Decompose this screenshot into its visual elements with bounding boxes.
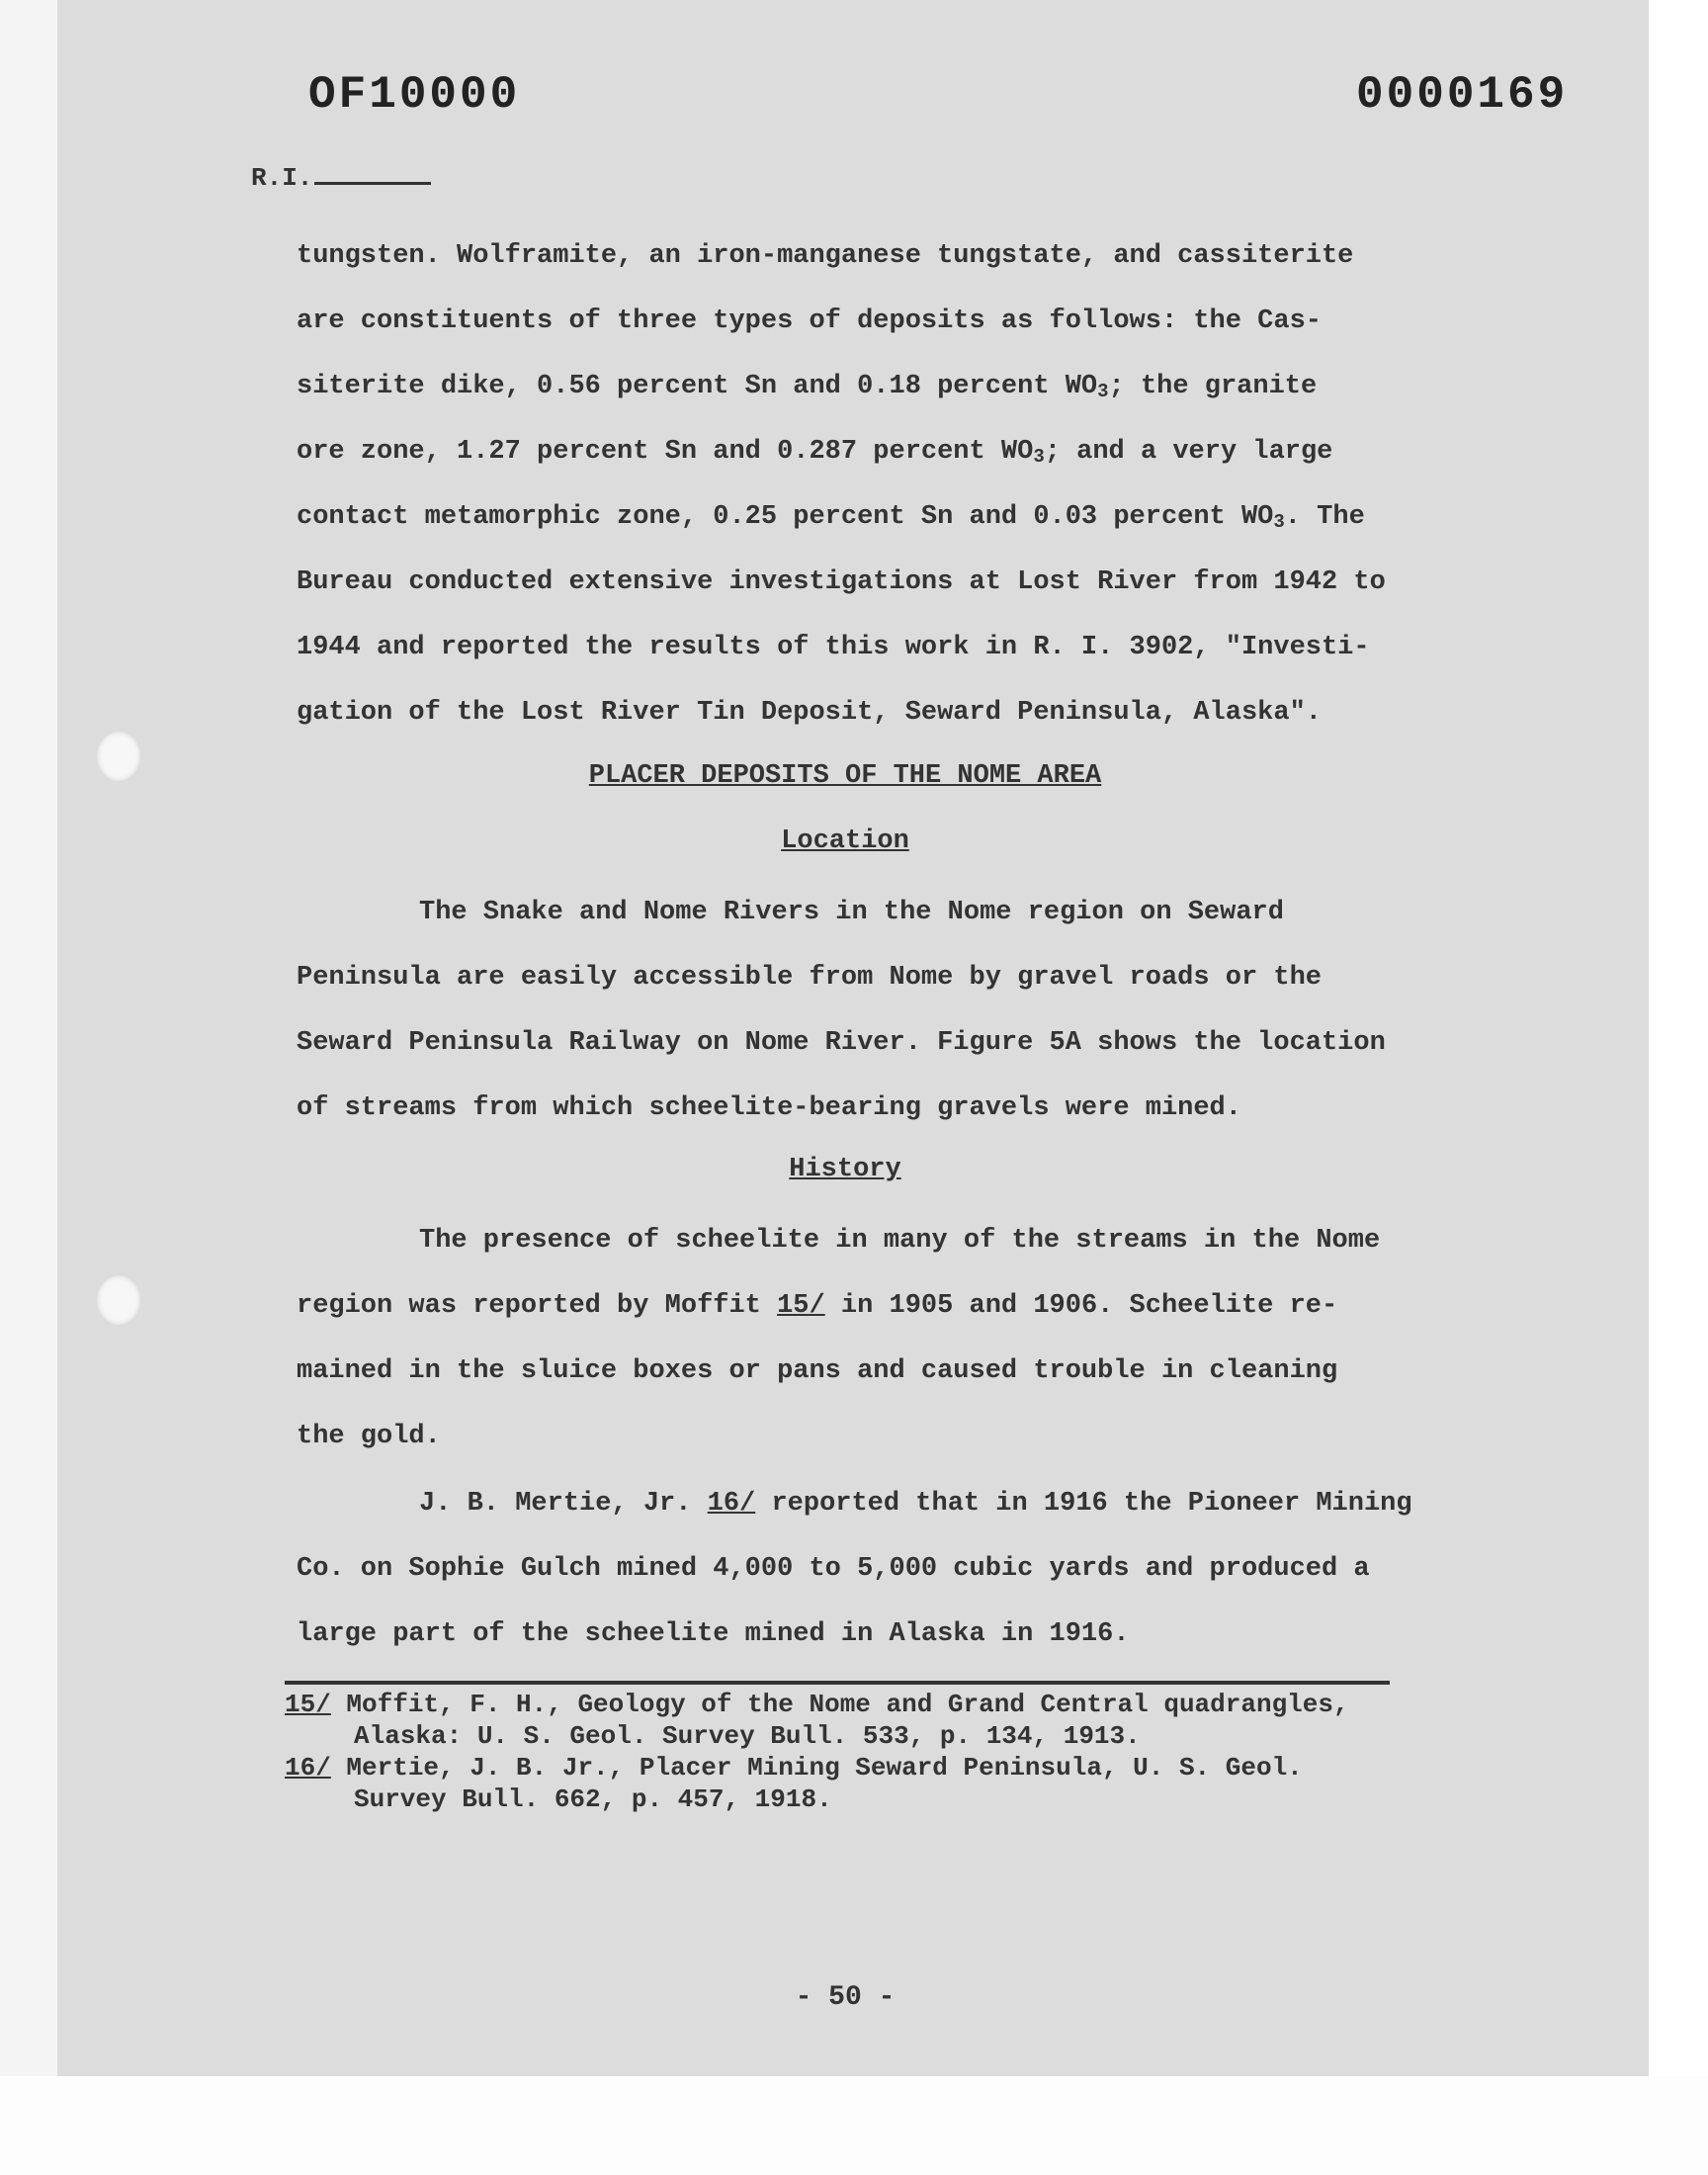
subscript: 3 — [1273, 511, 1285, 533]
binder-hole-bottom — [97, 1275, 140, 1325]
paragraph-line — [297, 1471, 1443, 1536]
paragraph-line: are constituents of three types of deposits as follows: the Cas- — [297, 306, 1322, 336]
paragraph-line: 1944 and reported the results of this work in R. I. 3902, "Investi- — [297, 633, 1370, 662]
footnote-text: Moffit, F. H., Geology of the Nome and Grand Central quadrangles, — [330, 1690, 1349, 1719]
paragraph-line: Peninsula are easily accessible from Nome by gravel roads or the — [297, 963, 1322, 993]
subscript: 3 — [1097, 381, 1109, 402]
footnote-15-continued: Alaska: U. S. Geol. Survey Bull. 533, p. 134, 1913. — [354, 1721, 1141, 1751]
line-text: contact metamorphic zone, 0.25 percent Sn and 0.03 percent WO — [297, 502, 1274, 532]
paragraph-line: The presence of scheelite in many of the streams in the Nome — [419, 1226, 1381, 1256]
footnote-text: Mertie, J. B. Jr., Placer Mining Seward Peninsula, U. S. Geol. — [330, 1753, 1303, 1783]
scan-left-margin — [0, 0, 57, 2076]
footnote-number: 16/ — [285, 1753, 331, 1783]
document-id-left: OF10000 — [308, 69, 521, 121]
paragraph-tin-deposits — [297, 223, 1443, 745]
document-id-right: 0000169 — [1356, 69, 1569, 121]
paragraph-line: large part of the scheelite mined in Alaska in 1916. — [297, 1619, 1130, 1649]
paragraph-line: Co. on Sophie Gulch mined 4,000 to 5,000 cubic yards and produced a — [297, 1554, 1370, 1584]
footnote-15 — [285, 1689, 1431, 1720]
line-text: ; and a very large — [1044, 437, 1333, 467]
paragraph-line — [297, 419, 1443, 484]
paragraph-line: Seward Peninsula Railway on Nome River. Figure 5A shows the location — [297, 1028, 1386, 1058]
section-title: PLACER DEPOSITS OF THE NOME AREA — [588, 761, 1102, 791]
line-text: region was reported by Moffit — [297, 1291, 778, 1321]
footnote-divider — [285, 1681, 1390, 1685]
paragraph-line: mained in the sluice boxes or pans and caused trouble in cleaning — [297, 1356, 1338, 1386]
report-number-blank — [314, 182, 431, 185]
location-heading: Location — [781, 826, 909, 856]
paragraph-location — [297, 880, 1443, 1141]
line-text: in 1905 and 1906. Scheelite re- — [824, 1291, 1338, 1321]
line-text: ; the granite — [1108, 372, 1318, 401]
footnote-16-continued: Survey Bull. 662, p. 457, 1918. — [354, 1784, 832, 1814]
paragraph-line: tungsten. Wolframite, an iron-manganese tungstate, and cassiterite — [297, 241, 1354, 271]
line-text: ore zone, 1.27 percent Sn and 0.287 percent WO — [297, 437, 1034, 467]
subscript: 3 — [1033, 446, 1045, 468]
paragraph-history-2 — [297, 1471, 1443, 1667]
footnotes — [285, 1689, 1431, 1815]
line-text: J. B. Mertie, Jr. — [419, 1489, 708, 1519]
paragraph-line: Bureau conducted extensive investigations at Lost River from 1942 to — [297, 567, 1386, 597]
paragraph-history-1 — [297, 1208, 1443, 1469]
line-text: . The — [1284, 502, 1365, 532]
paragraph-line — [297, 484, 1443, 550]
report-label — [251, 163, 431, 193]
footnote-16 — [285, 1752, 1431, 1784]
footnote-ref-16: 16/ — [707, 1489, 756, 1519]
paragraph-line: The Snake and Nome Rivers in the Nome region on Seward — [419, 898, 1284, 927]
line-text: siterite dike, 0.56 percent Sn and 0.18 percent WO — [297, 372, 1098, 401]
line-text: reported that in 1916 the Pioneer Mining — [755, 1489, 1412, 1519]
paragraph-line: the gold. — [297, 1422, 441, 1451]
scan-bottom-margin — [0, 2076, 1708, 2175]
binder-hole-top — [97, 732, 140, 781]
paragraph-line: of streams from which scheelite-bearing gravels were mined. — [297, 1093, 1241, 1123]
paragraph-line — [297, 1273, 1443, 1339]
paragraph-line — [297, 354, 1443, 419]
page-number: - 50 - — [795, 1982, 896, 2013]
paragraph-line: gation of the Lost River Tin Deposit, Seward Peninsula, Alaska". — [297, 698, 1322, 728]
footnote-ref-15: 15/ — [777, 1291, 825, 1321]
report-label-text: R.I. — [251, 163, 313, 193]
footnote-number: 15/ — [285, 1690, 331, 1719]
history-heading: History — [789, 1155, 901, 1184]
